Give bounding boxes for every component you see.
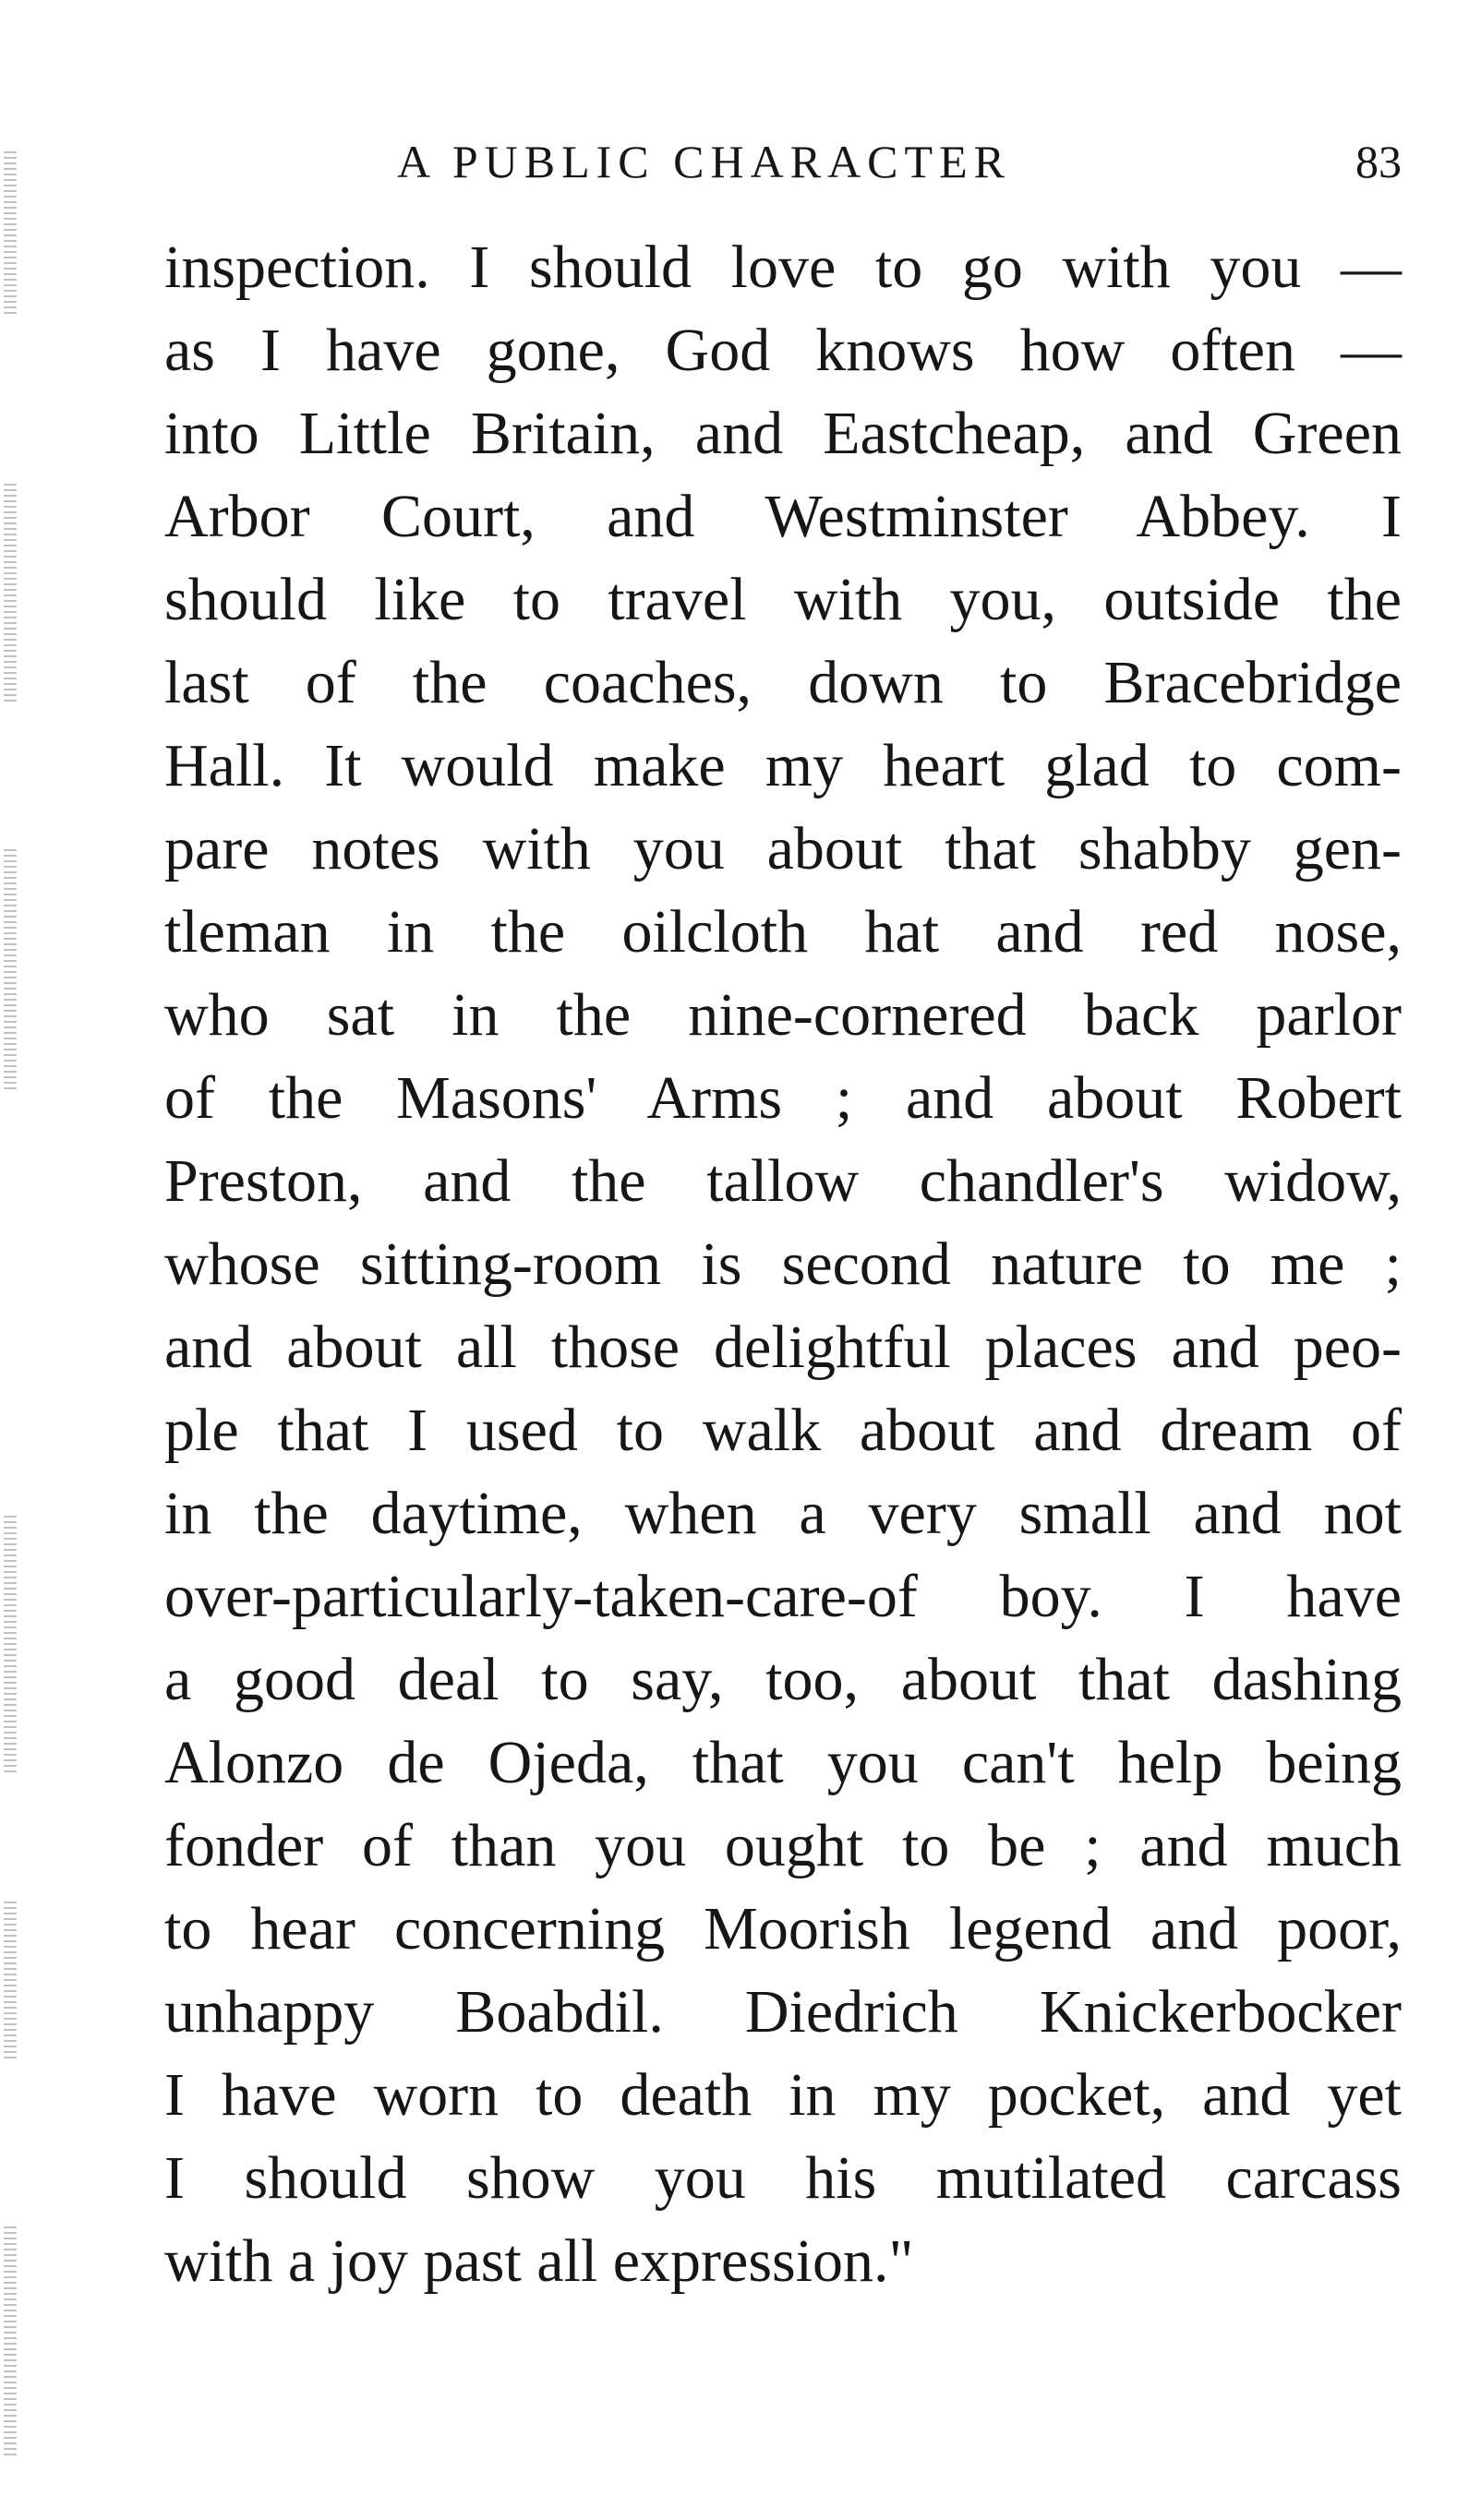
text-line: with a joy past all expression."	[164, 2227, 914, 2295]
text-line: inspection. I should love to go with you —	[164, 234, 1402, 301]
page-number: 83	[1355, 136, 1402, 187]
text-line: last of the coaches, down to Bracebridge	[164, 649, 1402, 716]
text-line: whose sitting-room is second nature to me ;	[164, 1230, 1402, 1298]
text-line: of the Masons' Arms ; and about Robert	[164, 1064, 1402, 1132]
text-line: tleman in the oilcloth hat and red nose,	[164, 898, 1402, 966]
text-line: pare notes with you about that shabby gen-	[164, 815, 1402, 882]
text-line: I should show you his mutilated carcass	[164, 2144, 1402, 2212]
page-header	[164, 129, 1402, 194]
text-line: Preston, and the tallow chandler's widow,	[164, 1147, 1402, 1215]
binding-edge-specks	[0, 129, 28, 2455]
text-line: Arbor Court, and Westminster Abbey. I	[164, 483, 1402, 550]
text-line: should like to travel with you, outside the	[164, 566, 1402, 633]
text-line: unhappy Boabdil. Diedrich Knickerbocker	[164, 1978, 1402, 2046]
text-line: to hear concerning Moorish legend and poor,	[164, 1895, 1402, 1962]
text-line: in the daytime, when a very small and not	[164, 1480, 1402, 1547]
text-line: fonder of than you ought to be ; and much	[164, 1812, 1402, 1879]
text-line: Hall. It would make my heart glad to com-	[164, 732, 1402, 799]
text-line: and about all those delightful places and peo-	[164, 1314, 1402, 1381]
text-line: into Little Britain, and Eastcheap, and Green	[164, 400, 1402, 467]
body-text	[164, 226, 1402, 2303]
text-line: I have worn to death in my pocket, and yet	[164, 2061, 1402, 2129]
text-line: over-particularly-taken-care-of boy. I have	[164, 1563, 1402, 1630]
text-line: Alonzo de Ojeda, that you can't help being	[164, 1729, 1402, 1796]
text-line: ple that I used to walk about and dream of	[164, 1397, 1402, 1464]
text-line: a good deal to say, too, about that dashing	[164, 1646, 1402, 1713]
running-title: A PUBLIC CHARACTER	[397, 136, 1011, 187]
text-line: who sat in the nine-cornered back parlor	[164, 981, 1402, 1049]
text-line: as I have gone, God knows how often —	[164, 317, 1402, 384]
